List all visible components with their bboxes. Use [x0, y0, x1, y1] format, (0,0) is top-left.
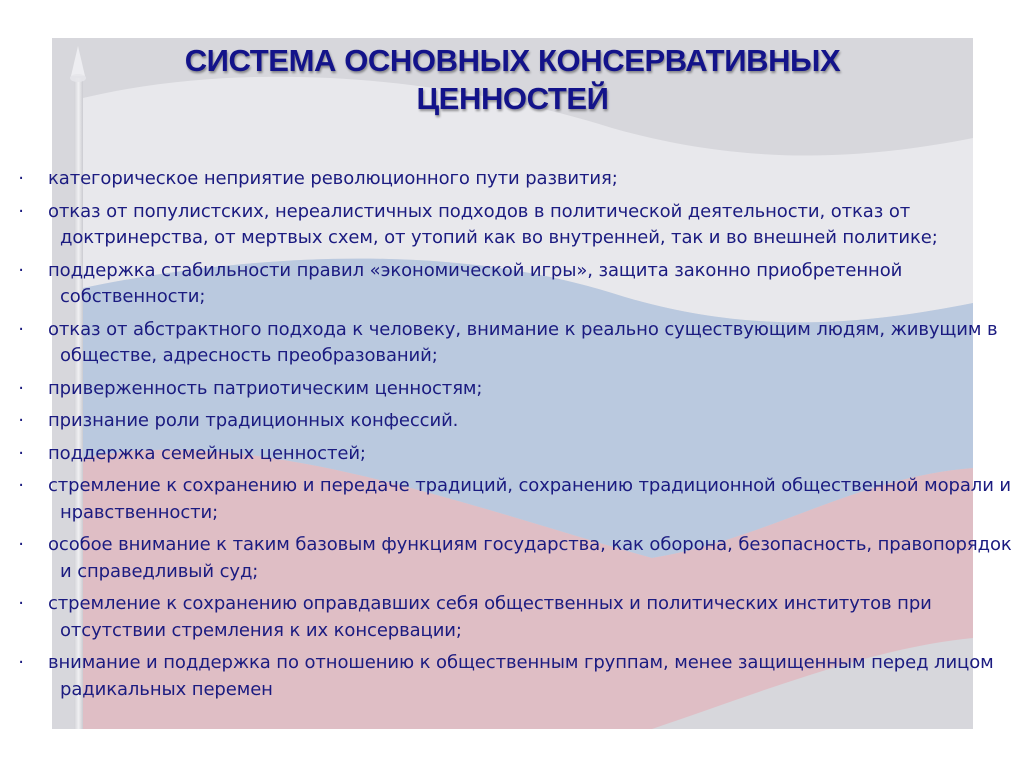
list-item-text: отказ от абстрактного подхода к человеку, внимание к реально существующим людям, живущим в обществе, адресность преобразований;	[48, 318, 998, 366]
page-title	[52, 42, 973, 118]
bullet-dot-icon: ·	[18, 168, 24, 189]
list-item-text: поддержка стабильности правил «экономической игры», защита законно приобретенной собственности;	[48, 259, 903, 307]
bullet-dot-icon: ·	[18, 593, 24, 614]
bullet-dot-icon: ·	[18, 652, 24, 673]
list-item	[10, 591, 1014, 644]
list-item-text: поддержка семейных ценностей;	[48, 442, 366, 464]
bullet-dot-icon: ·	[18, 410, 24, 431]
bullet-dot-icon: ·	[18, 475, 24, 496]
bullet-dot-icon: ·	[18, 318, 24, 340]
list-item-text: внимание и поддержка по отношению к общественным группам, менее защищенным перед лицом радикальных перемен	[48, 652, 994, 700]
list-item-text: особое внимание к таким базовым функциям государства, как оборона, безопасность, правопорядок и справедливый суд;	[48, 534, 1012, 582]
title-line-1: СИСТЕМА ОСНОВНЫХ КОНСЕРВАТИВНЫХ	[184, 43, 841, 78]
list-item	[10, 317, 1014, 370]
bullet-dot-icon: ·	[18, 442, 24, 464]
list-item-text: приверженность патриотическим ценностям;	[48, 377, 483, 399]
list-item-text: категорическое неприятие революционного пути развития;	[48, 168, 618, 189]
list-item-text: признание роли традиционных конфессий.	[48, 410, 459, 431]
list-item	[10, 199, 1014, 252]
list-item	[10, 532, 1014, 585]
list-item	[10, 408, 1014, 435]
list-item	[10, 376, 1014, 403]
title-line-2: ЦЕННОСТЕЙ	[416, 81, 609, 116]
list-item	[10, 166, 1014, 193]
list-item-text: стремление к сохранению и передаче традиций, сохранению традиционной общественной морали и нравственности;	[48, 475, 1012, 523]
list-item	[10, 473, 1014, 526]
bullet-dot-icon: ·	[18, 534, 24, 555]
bullet-dot-icon: ·	[18, 259, 24, 281]
list-item	[10, 258, 1014, 311]
bullet-dot-icon: ·	[18, 377, 24, 399]
list-item-text: стремление к сохранению оправдавших себя общественных и политических институтов при отсутствии стремления к их консервации;	[48, 593, 932, 641]
list-item	[10, 441, 1014, 468]
list-item-text: отказ от популистских, нереалистичных подходов в политической деятельности, отказ от доктринерства, от мертвых схем, от утопий как во внутренней, так и во внешней политике;	[48, 200, 938, 248]
bullet-dot-icon: ·	[18, 200, 24, 222]
list-item	[10, 650, 1014, 703]
values-bullet-list	[10, 166, 1014, 709]
